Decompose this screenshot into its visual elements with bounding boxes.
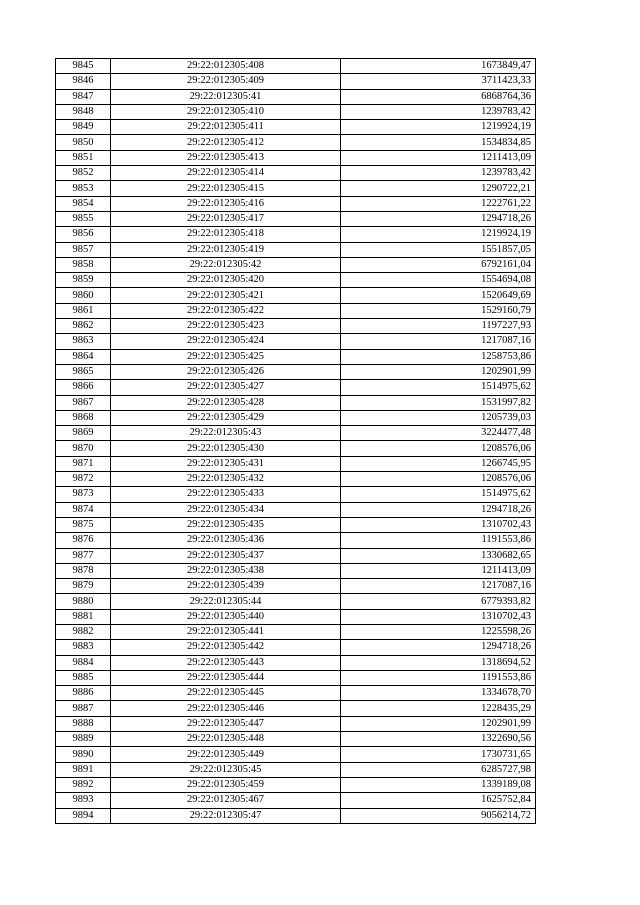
value-cell: 1197227,93 — [341, 319, 536, 334]
value-cell: 1191553,86 — [341, 670, 536, 685]
value-cell: 1217087,16 — [341, 334, 536, 349]
value-cell: 1625752,84 — [341, 793, 536, 808]
cadastral-number-cell: 29:22:012305:418 — [111, 227, 341, 242]
row-number-cell: 9870 — [56, 441, 111, 456]
table-row — [56, 793, 536, 808]
cadastral-number-cell: 29:22:012305:419 — [111, 242, 341, 257]
value-cell: 1219924,19 — [341, 227, 536, 242]
value-cell: 1202901,99 — [341, 716, 536, 731]
row-number-cell: 9864 — [56, 349, 111, 364]
cadastral-number-cell: 29:22:012305:411 — [111, 120, 341, 135]
table-row — [56, 89, 536, 104]
value-cell: 1211413,09 — [341, 563, 536, 578]
table-row — [56, 334, 536, 349]
value-cell: 1222761,22 — [341, 196, 536, 211]
row-number-cell: 9851 — [56, 150, 111, 165]
value-cell: 1514975,62 — [341, 380, 536, 395]
value-cell: 1208576,06 — [341, 441, 536, 456]
row-number-cell: 9858 — [56, 257, 111, 272]
row-number-cell: 9855 — [56, 211, 111, 226]
cadastral-number-cell: 29:22:012305:442 — [111, 640, 341, 655]
value-cell: 6868764,36 — [341, 89, 536, 104]
cadastral-number-cell: 29:22:012305:429 — [111, 410, 341, 425]
cadastral-number-cell: 29:22:012305:444 — [111, 670, 341, 685]
row-number-cell: 9884 — [56, 655, 111, 670]
cadastral-number-cell: 29:22:012305:445 — [111, 686, 341, 701]
cadastral-number-cell: 29:22:012305:436 — [111, 533, 341, 548]
table-row — [56, 716, 536, 731]
table-row — [56, 196, 536, 211]
cadastral-number-cell: 29:22:012305:447 — [111, 716, 341, 731]
table-row — [56, 472, 536, 487]
row-number-cell: 9862 — [56, 319, 111, 334]
table-row — [56, 548, 536, 563]
row-number-cell: 9877 — [56, 548, 111, 563]
row-number-cell: 9894 — [56, 808, 111, 823]
row-number-cell: 9885 — [56, 670, 111, 685]
value-cell: 1208576,06 — [341, 472, 536, 487]
value-cell: 1554694,08 — [341, 273, 536, 288]
table-row — [56, 762, 536, 777]
row-number-cell: 9867 — [56, 395, 111, 410]
table-row — [56, 59, 536, 74]
cadastral-number-cell: 29:22:012305:426 — [111, 364, 341, 379]
row-number-cell: 9878 — [56, 563, 111, 578]
value-cell: 6779393,82 — [341, 594, 536, 609]
cadastral-number-cell: 29:22:012305:443 — [111, 655, 341, 670]
cadastral-number-cell: 29:22:012305:439 — [111, 579, 341, 594]
value-cell: 3224477,48 — [341, 426, 536, 441]
value-cell: 1228435,29 — [341, 701, 536, 716]
value-cell: 1294718,26 — [341, 211, 536, 226]
table-row — [56, 777, 536, 792]
table-row — [56, 686, 536, 701]
table-row — [56, 166, 536, 181]
table-row — [56, 303, 536, 318]
value-cell: 1322690,56 — [341, 732, 536, 747]
value-cell: 1217087,16 — [341, 579, 536, 594]
row-number-cell: 9868 — [56, 410, 111, 425]
value-cell: 1520649,69 — [341, 288, 536, 303]
value-cell: 9056214,72 — [341, 808, 536, 823]
cadastral-number-cell: 29:22:012305:431 — [111, 456, 341, 471]
table-row — [56, 655, 536, 670]
cadastral-number-cell: 29:22:012305:430 — [111, 441, 341, 456]
value-cell: 3711423,33 — [341, 74, 536, 89]
table-row — [56, 288, 536, 303]
table-row — [56, 74, 536, 89]
row-number-cell: 9846 — [56, 74, 111, 89]
row-number-cell: 9876 — [56, 533, 111, 548]
row-number-cell: 9869 — [56, 426, 111, 441]
cadastral-number-cell: 29:22:012305:421 — [111, 288, 341, 303]
row-number-cell: 9879 — [56, 579, 111, 594]
value-cell: 6792161,04 — [341, 257, 536, 272]
table-row — [56, 150, 536, 165]
table-row — [56, 349, 536, 364]
cadastral-number-cell: 29:22:012305:415 — [111, 181, 341, 196]
cadastral-number-cell: 29:22:012305:459 — [111, 777, 341, 792]
row-number-cell: 9847 — [56, 89, 111, 104]
cadastral-number-cell: 29:22:012305:422 — [111, 303, 341, 318]
table-row — [56, 257, 536, 272]
value-cell: 1514975,62 — [341, 487, 536, 502]
cadastral-number-cell: 29:22:012305:433 — [111, 487, 341, 502]
value-cell: 1202901,99 — [341, 364, 536, 379]
row-number-cell: 9881 — [56, 609, 111, 624]
table-row — [56, 104, 536, 119]
table-row — [56, 135, 536, 150]
cadastral-number-cell: 29:22:012305:428 — [111, 395, 341, 410]
row-number-cell: 9850 — [56, 135, 111, 150]
table-row — [56, 273, 536, 288]
row-number-cell: 9857 — [56, 242, 111, 257]
row-number-cell: 9893 — [56, 793, 111, 808]
row-number-cell: 9874 — [56, 502, 111, 517]
row-number-cell: 9848 — [56, 104, 111, 119]
value-cell: 1219924,19 — [341, 120, 536, 135]
value-cell: 1191553,86 — [341, 533, 536, 548]
table-row — [56, 563, 536, 578]
cadastral-number-cell: 29:22:012305:427 — [111, 380, 341, 395]
row-number-cell: 9859 — [56, 273, 111, 288]
cadastral-number-cell: 29:22:012305:43 — [111, 426, 341, 441]
row-number-cell: 9872 — [56, 472, 111, 487]
cadastral-number-cell: 29:22:012305:416 — [111, 196, 341, 211]
row-number-cell: 9845 — [56, 59, 111, 74]
cadastral-number-cell: 29:22:012305:47 — [111, 808, 341, 823]
cadastral-number-cell: 29:22:012305:448 — [111, 732, 341, 747]
table-row — [56, 594, 536, 609]
value-cell: 1290722,21 — [341, 181, 536, 196]
table-row — [56, 242, 536, 257]
value-cell: 1258753,86 — [341, 349, 536, 364]
row-number-cell: 9889 — [56, 732, 111, 747]
table-row — [56, 181, 536, 196]
row-number-cell: 9880 — [56, 594, 111, 609]
value-cell: 1330682,65 — [341, 548, 536, 563]
value-cell: 1239783,42 — [341, 104, 536, 119]
row-number-cell: 9860 — [56, 288, 111, 303]
table-row — [56, 609, 536, 624]
table-row — [56, 747, 536, 762]
cadastral-number-cell: 29:22:012305:410 — [111, 104, 341, 119]
value-cell: 1266745,95 — [341, 456, 536, 471]
data-table — [55, 58, 536, 824]
table-row — [56, 579, 536, 594]
table-row — [56, 120, 536, 135]
row-number-cell: 9861 — [56, 303, 111, 318]
cadastral-number-cell: 29:22:012305:446 — [111, 701, 341, 716]
cadastral-number-cell: 29:22:012305:423 — [111, 319, 341, 334]
table-row — [56, 441, 536, 456]
row-number-cell: 9865 — [56, 364, 111, 379]
value-cell: 1318694,52 — [341, 655, 536, 670]
cadastral-number-cell: 29:22:012305:412 — [111, 135, 341, 150]
table-row — [56, 426, 536, 441]
cadastral-number-cell: 29:22:012305:435 — [111, 517, 341, 532]
table-row — [56, 640, 536, 655]
cadastral-number-cell: 29:22:012305:467 — [111, 793, 341, 808]
cadastral-number-cell: 29:22:012305:432 — [111, 472, 341, 487]
cadastral-number-cell: 29:22:012305:434 — [111, 502, 341, 517]
row-number-cell: 9871 — [56, 456, 111, 471]
table-row — [56, 319, 536, 334]
cadastral-number-cell: 29:22:012305:438 — [111, 563, 341, 578]
table-row — [56, 456, 536, 471]
cadastral-number-cell: 29:22:012305:449 — [111, 747, 341, 762]
table-row — [56, 227, 536, 242]
table-row — [56, 211, 536, 226]
table-row — [56, 364, 536, 379]
row-number-cell: 9866 — [56, 380, 111, 395]
cadastral-number-cell: 29:22:012305:41 — [111, 89, 341, 104]
value-cell: 1551857,05 — [341, 242, 536, 257]
table-row — [56, 502, 536, 517]
row-number-cell: 9854 — [56, 196, 111, 211]
table-row — [56, 808, 536, 823]
cadastral-number-cell: 29:22:012305:45 — [111, 762, 341, 777]
row-number-cell: 9849 — [56, 120, 111, 135]
value-cell: 1310702,43 — [341, 517, 536, 532]
row-number-cell: 9892 — [56, 777, 111, 792]
value-cell: 1205739,03 — [341, 410, 536, 425]
row-number-cell: 9888 — [56, 716, 111, 731]
cadastral-number-cell: 29:22:012305:441 — [111, 624, 341, 639]
value-cell: 1534834,85 — [341, 135, 536, 150]
table-row — [56, 487, 536, 502]
cadastral-number-cell: 29:22:012305:408 — [111, 59, 341, 74]
row-number-cell: 9852 — [56, 166, 111, 181]
value-cell: 1339189,08 — [341, 777, 536, 792]
cadastral-number-cell: 29:22:012305:440 — [111, 609, 341, 624]
value-cell: 1294718,26 — [341, 502, 536, 517]
table-row — [56, 517, 536, 532]
value-cell: 1730731,65 — [341, 747, 536, 762]
row-number-cell: 9882 — [56, 624, 111, 639]
value-cell: 1334678,70 — [341, 686, 536, 701]
cadastral-number-cell: 29:22:012305:437 — [111, 548, 341, 563]
cadastral-number-cell: 29:22:012305:413 — [111, 150, 341, 165]
row-number-cell: 9886 — [56, 686, 111, 701]
value-cell: 1310702,43 — [341, 609, 536, 624]
table-row — [56, 533, 536, 548]
cadastral-number-cell: 29:22:012305:424 — [111, 334, 341, 349]
row-number-cell: 9853 — [56, 181, 111, 196]
table-row — [56, 624, 536, 639]
row-number-cell: 9883 — [56, 640, 111, 655]
row-number-cell: 9891 — [56, 762, 111, 777]
value-cell: 1531997,82 — [341, 395, 536, 410]
cadastral-number-cell: 29:22:012305:414 — [111, 166, 341, 181]
table-row — [56, 670, 536, 685]
value-cell: 6285727,98 — [341, 762, 536, 777]
value-cell: 1211413,09 — [341, 150, 536, 165]
cadastral-number-cell: 29:22:012305:425 — [111, 349, 341, 364]
value-cell: 1239783,42 — [341, 166, 536, 181]
cadastral-number-cell: 29:22:012305:409 — [111, 74, 341, 89]
value-cell: 1529160,79 — [341, 303, 536, 318]
table-row — [56, 380, 536, 395]
table-row — [56, 732, 536, 747]
cadastral-number-cell: 29:22:012305:44 — [111, 594, 341, 609]
value-cell: 1673849,47 — [341, 59, 536, 74]
row-number-cell: 9890 — [56, 747, 111, 762]
table-row — [56, 701, 536, 716]
table-row — [56, 410, 536, 425]
table-row — [56, 395, 536, 410]
cadastral-number-cell: 29:22:012305:417 — [111, 211, 341, 226]
cadastral-number-cell: 29:22:012305:420 — [111, 273, 341, 288]
value-cell: 1294718,26 — [341, 640, 536, 655]
table-body — [56, 59, 536, 824]
row-number-cell: 9873 — [56, 487, 111, 502]
value-cell: 1225598,26 — [341, 624, 536, 639]
row-number-cell: 9863 — [56, 334, 111, 349]
cadastral-number-cell: 29:22:012305:42 — [111, 257, 341, 272]
row-number-cell: 9875 — [56, 517, 111, 532]
row-number-cell: 9856 — [56, 227, 111, 242]
row-number-cell: 9887 — [56, 701, 111, 716]
